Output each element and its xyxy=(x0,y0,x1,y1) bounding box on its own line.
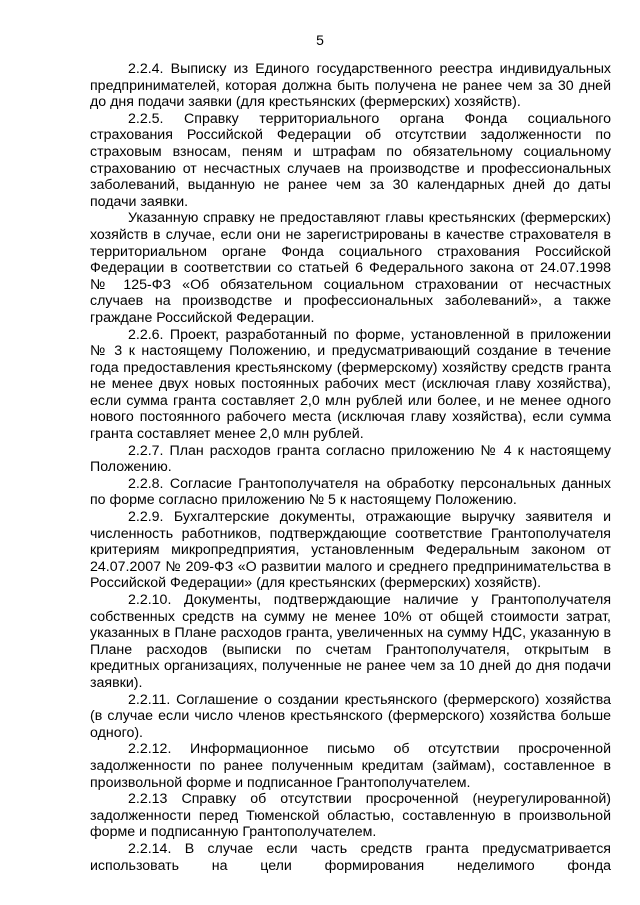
document-body xyxy=(90,61,611,874)
paragraph-2-2-11: 2.2.11. Соглашение о создании крестьянского (фермерского) хозяйства (в случае если число членов крестьянского (фермерского) хозяйства больше одного). xyxy=(90,691,611,741)
paragraph-2-2-9: 2.2.9. Бухгалтерские документы, отражающие выручку заявителя и численность работников, подтверждающие соответствие Грантополучателя критериям микропредприятия, установленным Федеральным законом от 24.07.2007 № 209-ФЗ «О развитии малого и среднего предпринимательства в Российской Федерации» (для крестьянских (фермерских) хозяйств). xyxy=(90,509,611,592)
page-number: 5 xyxy=(316,32,324,48)
paragraph-2-2-5: 2.2.5. Справку территориального органа Фонда социального страхования Российской Федерации об отсутствии задолженности по страховым взносам, пеням и штрафам по обязательному социальному страхованию от несчастных случаев на производстве и профессиональных заболеваний, выданную не ранее чем за 30 календарных дней до даты подачи заявки. xyxy=(90,110,611,210)
paragraph-2-2-4: 2.2.4. Выписку из Единого государственного реестра индивидуальных предпринимателей, которая должна быть получена не ранее чем за 30 дней до дня подачи заявки (для крестьянских (фермерских) хозяйств). xyxy=(90,61,611,111)
paragraph-2-2-7: 2.2.7. План расходов гранта согласно приложению № 4 к настоящему Положению. xyxy=(90,442,611,476)
paragraph-2-2-10: 2.2.10. Документы, подтверждающие наличие у Грантополучателя собственных средств на сумму не менее 10% от общей стоимости затрат, указанных в Плане расходов гранта, увеличенных на сумму НДС, указанную в Плане расходов (выписки по счетам Грантополучателя, открытым в кредитных организациях, полученные не ранее чем за 10 дней до дня подачи заявки). xyxy=(90,592,611,691)
paragraph-2-2-6: 2.2.6. Проект, разработанный по форме, установленной в приложении № 3 к настоящему Положению, и предусматривающий создание в течение года предоставления крестьянскому (фермерскому) хозяйству средств гранта не менее двух новых постоянных рабочих мест (исключая главу хозяйства), если сумма гранта составляет 2,0 млн рублей или более, и не менее одного нового постоянного рабочего места (исключая главу хозяйства), если сумма гранта составляет менее 2,0 млн рублей. xyxy=(90,326,611,443)
paragraph-certificate-exemption: Указанную справку не предоставляют главы крестьянских (фермерских) хозяйств в случае, если они не зарегистрированы в качестве страхователя в территориальном органе Фонда социального страхования Российской Федерации в соответствии со статьей 6 Федерального закона от 24.07.1998 № 125-ФЗ «Об обязательном социальном страховании от несчастных случаев на производстве и профессиональных заболеваний», а также граждане Российской Федерации. xyxy=(90,210,611,326)
paragraph-2-2-13: 2.2.13 Справку об отсутствии просроченной (неурегулированной) задолженности перед Тюменской областью, составленную в произвольной форме и подписанную Грантополучателем. xyxy=(90,791,611,841)
paragraph-2-2-8: 2.2.8. Согласие Грантополучателя на обработку персональных данных по форме согласно приложению № 5 к настоящему Положению. xyxy=(90,475,611,509)
paragraph-2-2-14: 2.2.14. В случае если часть средств гранта предусматривается использовать на цели формирования неделимого фонда xyxy=(90,840,611,874)
paragraph-2-2-12: 2.2.12. Информационное письмо об отсутствии просроченной задолженности по ранее полученным кредитам (займам), составленное в произвольной форме и подписанное Грантополучателем. xyxy=(90,741,611,791)
